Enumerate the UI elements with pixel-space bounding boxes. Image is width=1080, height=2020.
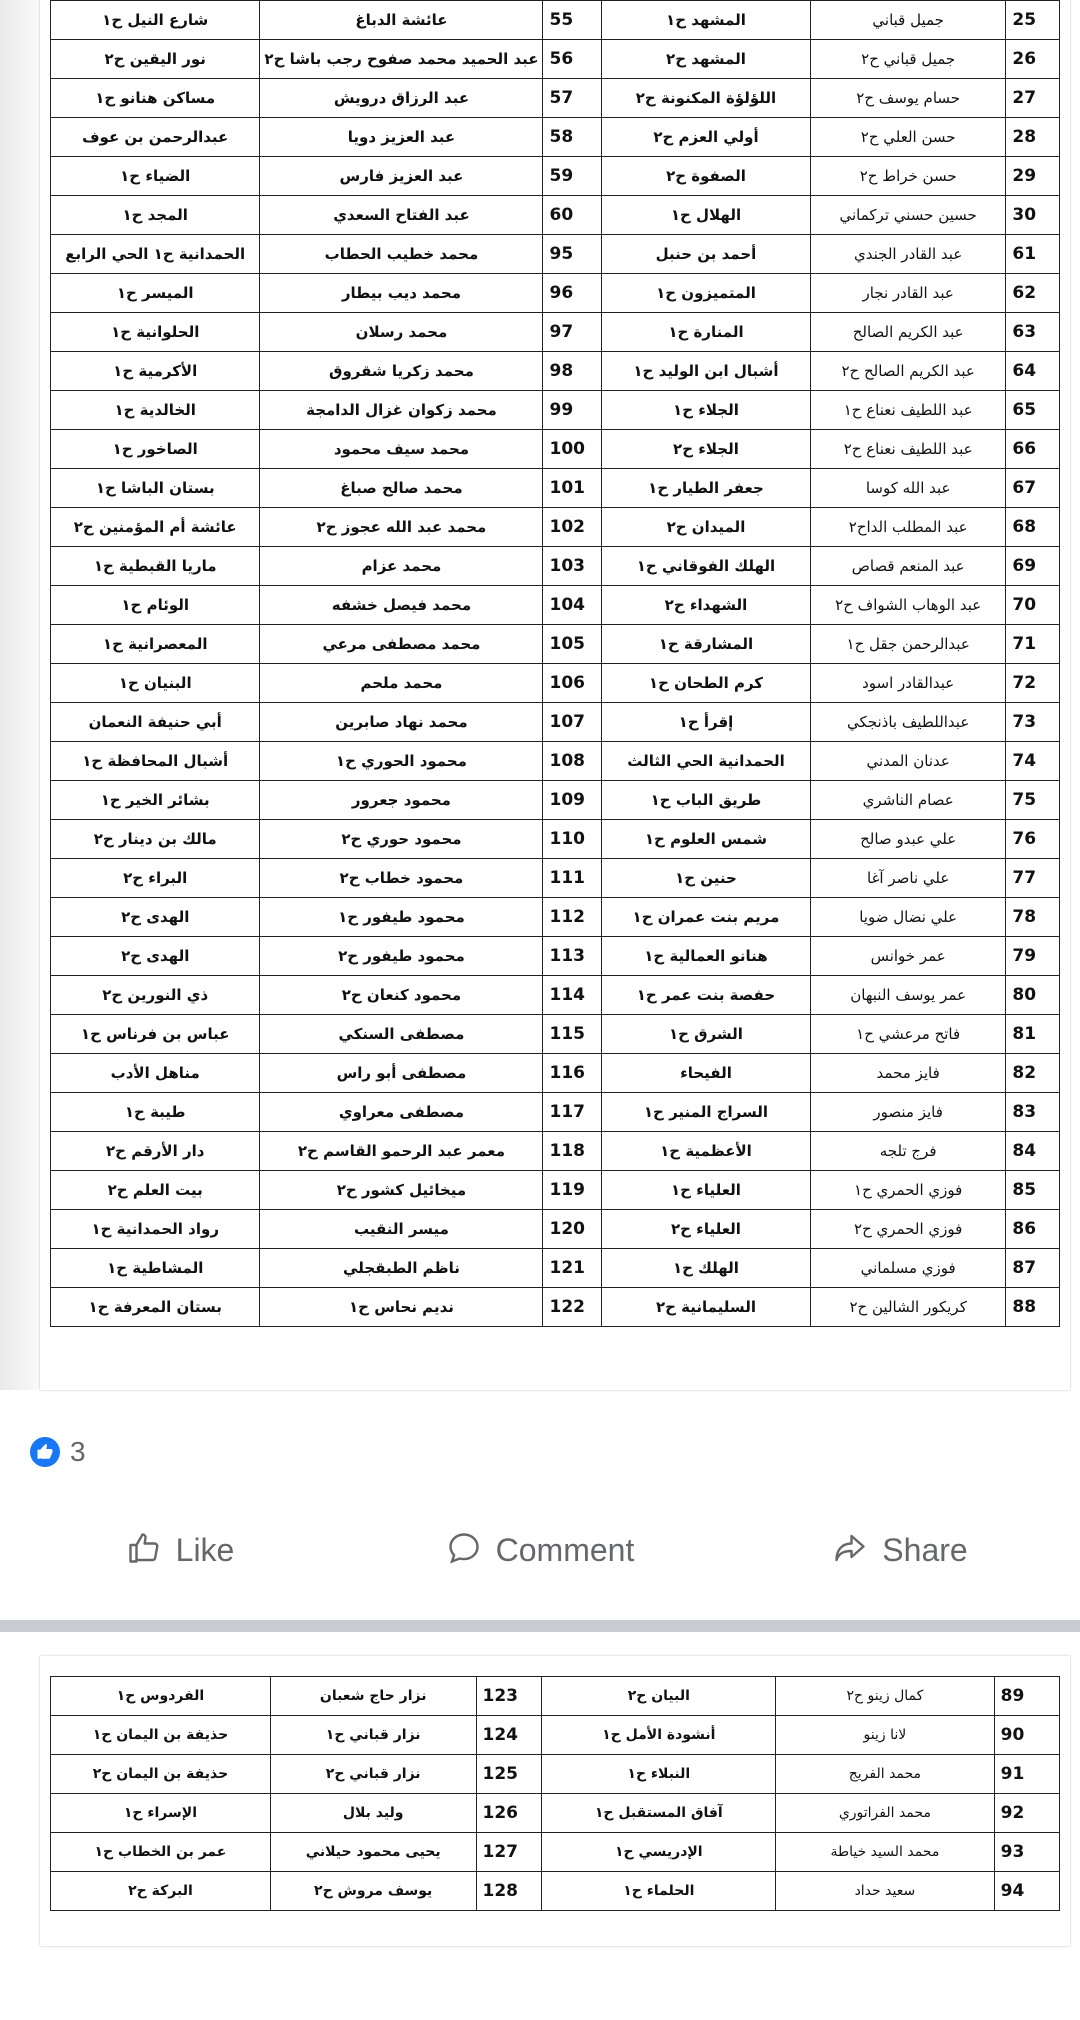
table-cell: عبد اللطيف نعناع ح١ <box>810 391 1005 430</box>
table-cell: 83 <box>1006 1093 1060 1132</box>
table-cell: النبلاء ح١ <box>542 1755 776 1794</box>
table-cell: فوزي الحمري ح٢ <box>810 1210 1005 1249</box>
table-row <box>51 508 1060 547</box>
table-row <box>51 1093 1060 1132</box>
table-cell: 88 <box>1006 1288 1060 1327</box>
table-cell: 82 <box>1006 1054 1060 1093</box>
table-cell: 84 <box>1006 1132 1060 1171</box>
table-cell: 117 <box>543 1093 602 1132</box>
table-cell: 30 <box>1006 196 1060 235</box>
feed-divider <box>0 1620 1080 1632</box>
table-row <box>51 391 1060 430</box>
table-cell: وليد بلال <box>270 1794 476 1833</box>
table-cell: عائشة أم المؤمنين ح٢ <box>51 508 260 547</box>
table-cell: سعيد حداد <box>776 1872 995 1911</box>
table-cell: اللؤلؤة المكنونة ح٢ <box>601 79 810 118</box>
table-cell: الهدى ح٢ <box>51 898 260 937</box>
table-cell: محمود حوري ح٢ <box>260 820 543 859</box>
share-arrow-icon <box>832 1530 868 1570</box>
table-cell: حسن خراط ح٢ <box>810 157 1005 196</box>
table-cell: جميل قباني ح٢ <box>810 40 1005 79</box>
table-cell: عبد الوهاب الشواف ح٢ <box>810 586 1005 625</box>
table-row <box>51 976 1060 1015</box>
table-cell: 72 <box>1006 664 1060 703</box>
table-cell: 68 <box>1006 508 1060 547</box>
scan-shadow <box>0 0 40 1390</box>
table-cell: 121 <box>543 1249 602 1288</box>
table-cell: مصطفى أبو راس <box>260 1054 543 1093</box>
table-cell: ماريا القبطية ح١ <box>51 547 260 586</box>
table-cell: 78 <box>1006 898 1060 937</box>
table-cell: السليمانية ح٢ <box>601 1288 810 1327</box>
table-cell: يحيى محمود حيلاني <box>270 1833 476 1872</box>
reaction-count: 3 <box>70 1436 86 1467</box>
table-cell: حنين ح١ <box>601 859 810 898</box>
like-label: Like <box>175 1531 235 1568</box>
table-cell: آفاق المستقبل ح١ <box>542 1794 776 1833</box>
table-cell: الخالدية ح١ <box>51 391 260 430</box>
table-row <box>51 898 1060 937</box>
table-cell: 57 <box>543 79 602 118</box>
table-cell: مساكن هنانو ح١ <box>51 79 260 118</box>
table-cell: أبي حنيفة النعمان <box>51 703 260 742</box>
reaction-summary[interactable] <box>30 1432 86 1472</box>
table-cell: عبدالرحمن جقل ح١ <box>810 625 1005 664</box>
schools-table-bottom <box>50 1676 1060 1911</box>
table-cell: جميل قباني <box>810 1 1005 40</box>
table-cell: 71 <box>1006 625 1060 664</box>
table-cell: ذي النورين ح٢ <box>51 976 260 1015</box>
table-cell: جعفر الطيار ح١ <box>601 469 810 508</box>
table-cell: بستان المعرفة ح١ <box>51 1288 260 1327</box>
scanned-document-bottom <box>40 1656 1070 1946</box>
table-row <box>51 859 1060 898</box>
table-cell: محمد ديب بيطار <box>260 274 543 313</box>
table-cell: عبد الله كوسا <box>810 469 1005 508</box>
table-cell: 125 <box>476 1755 542 1794</box>
table-cell: الشرق ح١ <box>601 1015 810 1054</box>
table-cell: الأعظمية ح١ <box>601 1132 810 1171</box>
table-cell: 63 <box>1006 313 1060 352</box>
table-row <box>51 1677 1060 1716</box>
table-cell: 69 <box>1006 547 1060 586</box>
table-cell: 128 <box>476 1872 542 1911</box>
table-cell: 105 <box>543 625 602 664</box>
table-cell: فاتح مرعشي ح١ <box>810 1015 1005 1054</box>
table-cell: 87 <box>1006 1249 1060 1288</box>
table-row <box>51 1755 1060 1794</box>
table-cell: عمر يوسف النبهان <box>810 976 1005 1015</box>
scanned-document-top <box>40 0 1070 1390</box>
table-cell: 85 <box>1006 1171 1060 1210</box>
table-cell: محمد السيد خياطة <box>776 1833 995 1872</box>
table-cell: 70 <box>1006 586 1060 625</box>
table-row <box>51 703 1060 742</box>
table-cell: 79 <box>1006 937 1060 976</box>
table-cell: عبد الحميد محمد صفوح رجب باشا ح٢ <box>260 40 543 79</box>
table-cell: 109 <box>543 781 602 820</box>
table-cell: حذيفة بن اليمان ح١ <box>51 1716 271 1755</box>
post-action-bar <box>0 1510 1080 1590</box>
table-cell: البركة ح٢ <box>51 1872 271 1911</box>
table-cell: 108 <box>543 742 602 781</box>
table-cell: العلياء ح١ <box>601 1171 810 1210</box>
thumbs-up-outline-icon <box>126 1530 162 1570</box>
table-cell: عبد المطلب الداح٢ <box>810 508 1005 547</box>
table-cell: 86 <box>1006 1210 1060 1249</box>
table-cell: لانا زينو <box>776 1716 995 1755</box>
table-cell: مصطفى معراوي <box>260 1093 543 1132</box>
table-row <box>51 352 1060 391</box>
table-cell: 100 <box>543 430 602 469</box>
table-cell: طيبة ح١ <box>51 1093 260 1132</box>
table-cell: 107 <box>543 703 602 742</box>
table-cell: ميسر النقيب <box>260 1210 543 1249</box>
table-row <box>51 469 1060 508</box>
table-cell: 28 <box>1006 118 1060 157</box>
like-button[interactable] <box>0 1510 360 1590</box>
table-cell: إقرأ ح١ <box>601 703 810 742</box>
table-cell: 80 <box>1006 976 1060 1015</box>
table-row <box>51 1288 1060 1327</box>
table-cell: 113 <box>543 937 602 976</box>
table-row <box>51 430 1060 469</box>
table-cell: 111 <box>543 859 602 898</box>
table-cell: معمر عبد الرحمو القاسم ح٢ <box>260 1132 543 1171</box>
table-cell: مصطفى السنكي <box>260 1015 543 1054</box>
table-cell: عبد القادر نجار <box>810 274 1005 313</box>
table-cell: 77 <box>1006 859 1060 898</box>
table-cell: محمد نهاد صابرين <box>260 703 543 742</box>
table-row <box>51 274 1060 313</box>
table-cell: 67 <box>1006 469 1060 508</box>
table-cell: 114 <box>543 976 602 1015</box>
table-cell: المشاطية ح١ <box>51 1249 260 1288</box>
share-label: Share <box>882 1531 968 1568</box>
schools-table-top <box>50 0 1060 1327</box>
table-cell: عمر بن الخطاب ح١ <box>51 1833 271 1872</box>
table-row <box>51 547 1060 586</box>
table-cell: فوزي مسلماني <box>810 1249 1005 1288</box>
table-cell: المشهد ح٢ <box>601 40 810 79</box>
table-row <box>51 1872 1060 1911</box>
table-cell: عبدالرحمن بن عوف <box>51 118 260 157</box>
table-cell: 94 <box>994 1872 1059 1911</box>
table-cell: مريم بنت عمران ح١ <box>601 898 810 937</box>
table-row <box>51 586 1060 625</box>
table-cell: الفردوس ح١ <box>51 1677 271 1716</box>
table-cell: نزار قباني ح١ <box>270 1716 476 1755</box>
table-cell: الإسراء ح١ <box>51 1794 271 1833</box>
table-cell: الجلاء ح٢ <box>601 430 810 469</box>
table-cell: محمد زكريا شقروق <box>260 352 543 391</box>
table-cell: علي ناصر آغا <box>810 859 1005 898</box>
table-cell: 62 <box>1006 274 1060 313</box>
table-cell: محمد فيصل خشفه <box>260 586 543 625</box>
like-icon <box>30 1437 60 1467</box>
table-cell: الحلماء ح١ <box>542 1872 776 1911</box>
table-cell: محمد عزام <box>260 547 543 586</box>
table-cell: أولي العزم ح٢ <box>601 118 810 157</box>
table-cell: فايز منصور <box>810 1093 1005 1132</box>
table-cell: نور اليقين ح٢ <box>51 40 260 79</box>
table-cell: دار الأرقم ح٢ <box>51 1132 260 1171</box>
table-cell: الميسر ح١ <box>51 274 260 313</box>
table-cell: 126 <box>476 1794 542 1833</box>
table-row <box>51 1132 1060 1171</box>
table-cell: فوزي الحمري ح١ <box>810 1171 1005 1210</box>
table-cell: 97 <box>543 313 602 352</box>
table-cell: محمود الحوري ح١ <box>260 742 543 781</box>
table-cell: 26 <box>1006 40 1060 79</box>
table-cell: الإدريسي ح١ <box>542 1833 776 1872</box>
table-row <box>51 1015 1060 1054</box>
table-cell: الفيحاء <box>601 1054 810 1093</box>
table-cell: طريق الباب ح١ <box>601 781 810 820</box>
table-cell: 116 <box>543 1054 602 1093</box>
table-cell: نزار حاج شعبان <box>270 1677 476 1716</box>
table-cell: 56 <box>543 40 602 79</box>
table-cell: 64 <box>1006 352 1060 391</box>
table-cell: عائشة الدباغ <box>260 1 543 40</box>
table-cell: يوسف مروش ح٢ <box>270 1872 476 1911</box>
table-cell: 127 <box>476 1833 542 1872</box>
table-cell: حسام يوسف ح٢ <box>810 79 1005 118</box>
table-cell: عبد اللطيف نعناع ح٢ <box>810 430 1005 469</box>
table-cell: محمود خطاب ح٢ <box>260 859 543 898</box>
table-cell: الهلال ح١ <box>601 196 810 235</box>
table-cell: محمود جعرور <box>260 781 543 820</box>
table-cell: المتميزون ح١ <box>601 274 810 313</box>
table-cell: فايز محمد <box>810 1054 1005 1093</box>
table-cell: 115 <box>543 1015 602 1054</box>
table-cell: العلياء ح٢ <box>601 1210 810 1249</box>
table-cell: الأكرمية ح١ <box>51 352 260 391</box>
table-cell: حسين حسني تركماني <box>810 196 1005 235</box>
table-row <box>51 1249 1060 1288</box>
table-cell: شمس العلوم ح١ <box>601 820 810 859</box>
table-cell: شارع النيل ح١ <box>51 1 260 40</box>
table-cell: 89 <box>994 1677 1059 1716</box>
table-cell: الهدى ح٢ <box>51 937 260 976</box>
table-cell: البراء ح٢ <box>51 859 260 898</box>
table-cell: الهلك ح١ <box>601 1249 810 1288</box>
table-row <box>51 742 1060 781</box>
table-cell: 124 <box>476 1716 542 1755</box>
table-row <box>51 1210 1060 1249</box>
table-cell: عدنان المدني <box>810 742 1005 781</box>
table-cell: الهلك الفوقاني ح١ <box>601 547 810 586</box>
table-cell: 98 <box>543 352 602 391</box>
table-cell: عبد الفتاح السعدي <box>260 196 543 235</box>
table-cell: ناظم الطبقجلي <box>260 1249 543 1288</box>
table-cell: عبداللطيف باذنجكي <box>810 703 1005 742</box>
table-cell: 76 <box>1006 820 1060 859</box>
table-cell: 75 <box>1006 781 1060 820</box>
table-cell: محمد الفريج <box>776 1755 995 1794</box>
table-cell: محمود طيفور ح١ <box>260 898 543 937</box>
table-cell: عبد الكريم الصالح <box>810 313 1005 352</box>
table-cell: عبد الكريم الصالح ح٢ <box>810 352 1005 391</box>
comment-label: Comment <box>495 1531 635 1568</box>
table-cell: عمر خوانس <box>810 937 1005 976</box>
table-cell: 92 <box>994 1794 1059 1833</box>
table-row <box>51 1054 1060 1093</box>
table-cell: كرم الطحان ح١ <box>601 664 810 703</box>
table-cell: حفصة بنت عمر ح١ <box>601 976 810 1015</box>
table-row <box>51 820 1060 859</box>
table-cell: الحمدانية ح١ الحي الرابع <box>51 235 260 274</box>
table-cell: 59 <box>543 157 602 196</box>
table-cell: كريكور الشالين ح٢ <box>810 1288 1005 1327</box>
table-cell: محمود طيفور ح٢ <box>260 937 543 976</box>
table-cell: بستان الباشا ح١ <box>51 469 260 508</box>
table-cell: 90 <box>994 1716 1059 1755</box>
table-cell: محمد سيف محمود <box>260 430 543 469</box>
table-cell: الجلاء ح١ <box>601 391 810 430</box>
table-cell: محمد زكوان غزال الدامجة <box>260 391 543 430</box>
table-row <box>51 937 1060 976</box>
table-cell: 55 <box>543 1 602 40</box>
table-cell: بشائر الخير ح١ <box>51 781 260 820</box>
table-row <box>51 664 1060 703</box>
table-cell: عبد العزيز فارس <box>260 157 543 196</box>
table-cell: الصفوة ح٢ <box>601 157 810 196</box>
table-cell: 101 <box>543 469 602 508</box>
table-cell: الضياء ح١ <box>51 157 260 196</box>
table-row <box>51 625 1060 664</box>
table-cell: 91 <box>994 1755 1059 1794</box>
table-cell: كمال زينو ح٢ <box>776 1677 995 1716</box>
table-cell: 96 <box>543 274 602 313</box>
share-button[interactable] <box>720 1510 1080 1590</box>
table-cell: 66 <box>1006 430 1060 469</box>
table-cell: مناهل الأدب <box>51 1054 260 1093</box>
table-cell: 73 <box>1006 703 1060 742</box>
table-cell: نزار قباني ح٢ <box>270 1755 476 1794</box>
table-cell: رواد الحمدانية ح١ <box>51 1210 260 1249</box>
table-cell: عبد الرزاق درويش <box>260 79 543 118</box>
table-row <box>51 1 1060 40</box>
table-cell: 118 <box>543 1132 602 1171</box>
table-cell: عبد القادر الجندي <box>810 235 1005 274</box>
table-row <box>51 118 1060 157</box>
table-cell: الصاخور ح١ <box>51 430 260 469</box>
table-cell: 99 <box>543 391 602 430</box>
table-cell: أشبال المحافظة ح١ <box>51 742 260 781</box>
table-cell: الوئام ح١ <box>51 586 260 625</box>
table-cell: عبد العزيز دويا <box>260 118 543 157</box>
table-cell: حسن العلي ح٢ <box>810 118 1005 157</box>
table-cell: فرج تلجه <box>810 1132 1005 1171</box>
table-cell: عبد المنعم قصاص <box>810 547 1005 586</box>
table-cell: محمد خطيب الحطاب <box>260 235 543 274</box>
table-cell: 123 <box>476 1677 542 1716</box>
table-cell: المنارة ح١ <box>601 313 810 352</box>
table-row <box>51 235 1060 274</box>
table-cell: 61 <box>1006 235 1060 274</box>
table-cell: 119 <box>543 1171 602 1210</box>
table-cell: محمد صالح صباغ <box>260 469 543 508</box>
comment-button[interactable] <box>360 1510 720 1590</box>
table-cell: عباس بن فرناس ح١ <box>51 1015 260 1054</box>
table-cell: 93 <box>994 1833 1059 1872</box>
table-cell: 29 <box>1006 157 1060 196</box>
table-cell: محمد رسلان <box>260 313 543 352</box>
table-cell: 58 <box>543 118 602 157</box>
table-cell: 95 <box>543 235 602 274</box>
table-row <box>51 781 1060 820</box>
table-cell: محمد ملحم <box>260 664 543 703</box>
table-cell: أنشودة الأمل ح١ <box>542 1716 776 1755</box>
table-cell: المشهد ح١ <box>601 1 810 40</box>
table-cell: نديم نحاس ح١ <box>260 1288 543 1327</box>
table-cell: السراج المنير ح١ <box>601 1093 810 1132</box>
table-cell: 122 <box>543 1288 602 1327</box>
table-cell: الميدان ح٢ <box>601 508 810 547</box>
table-cell: محمد عبد الله عجوز ح٢ <box>260 508 543 547</box>
table-row <box>51 313 1060 352</box>
table-cell: علي عبدو صالح <box>810 820 1005 859</box>
table-cell: ميخائيل كشور ح٢ <box>260 1171 543 1210</box>
table-cell: 74 <box>1006 742 1060 781</box>
table-cell: 104 <box>543 586 602 625</box>
table-cell: محمود كنعان ح٢ <box>260 976 543 1015</box>
table-row <box>51 196 1060 235</box>
table-cell: الحلوانية ح١ <box>51 313 260 352</box>
table-row <box>51 1833 1060 1872</box>
table-cell: حذيفة بن اليمان ح٢ <box>51 1755 271 1794</box>
table-cell: بيت العلم ح٢ <box>51 1171 260 1210</box>
table-cell: 106 <box>543 664 602 703</box>
table-row <box>51 79 1060 118</box>
table-cell: المجد ح١ <box>51 196 260 235</box>
table-cell: أحمد بن حنبل <box>601 235 810 274</box>
table-cell: البنيان ح١ <box>51 664 260 703</box>
table-cell: 103 <box>543 547 602 586</box>
table-cell: 65 <box>1006 391 1060 430</box>
table-row <box>51 1171 1060 1210</box>
table-cell: 102 <box>543 508 602 547</box>
table-cell: الشهداء ح٢ <box>601 586 810 625</box>
table-cell: علي نضال ضويا <box>810 898 1005 937</box>
table-cell: الحمدانية الحي الثالث <box>601 742 810 781</box>
table-cell: عصام الناشري <box>810 781 1005 820</box>
table-cell: المعصرانية ح١ <box>51 625 260 664</box>
table-cell: 25 <box>1006 1 1060 40</box>
comment-bubble-icon <box>446 1530 482 1570</box>
table-cell: 81 <box>1006 1015 1060 1054</box>
table-row <box>51 157 1060 196</box>
table-cell: البيان ح٢ <box>542 1677 776 1716</box>
table-row <box>51 40 1060 79</box>
table-cell: أشبال ابن الوليد ح١ <box>601 352 810 391</box>
table-row <box>51 1716 1060 1755</box>
table-cell: 120 <box>543 1210 602 1249</box>
table-cell: المشارقة ح١ <box>601 625 810 664</box>
table-cell: مالك بن دينار ح٢ <box>51 820 260 859</box>
table-cell: 60 <box>543 196 602 235</box>
table-cell: محمد مصطفى مرعي <box>260 625 543 664</box>
table-row <box>51 1794 1060 1833</box>
table-cell: عبدالقادر اسود <box>810 664 1005 703</box>
table-cell: 27 <box>1006 79 1060 118</box>
table-cell: هنانو العمالية ح١ <box>601 937 810 976</box>
table-cell: محمد الفراتوري <box>776 1794 995 1833</box>
table-cell: 112 <box>543 898 602 937</box>
table-cell: 110 <box>543 820 602 859</box>
